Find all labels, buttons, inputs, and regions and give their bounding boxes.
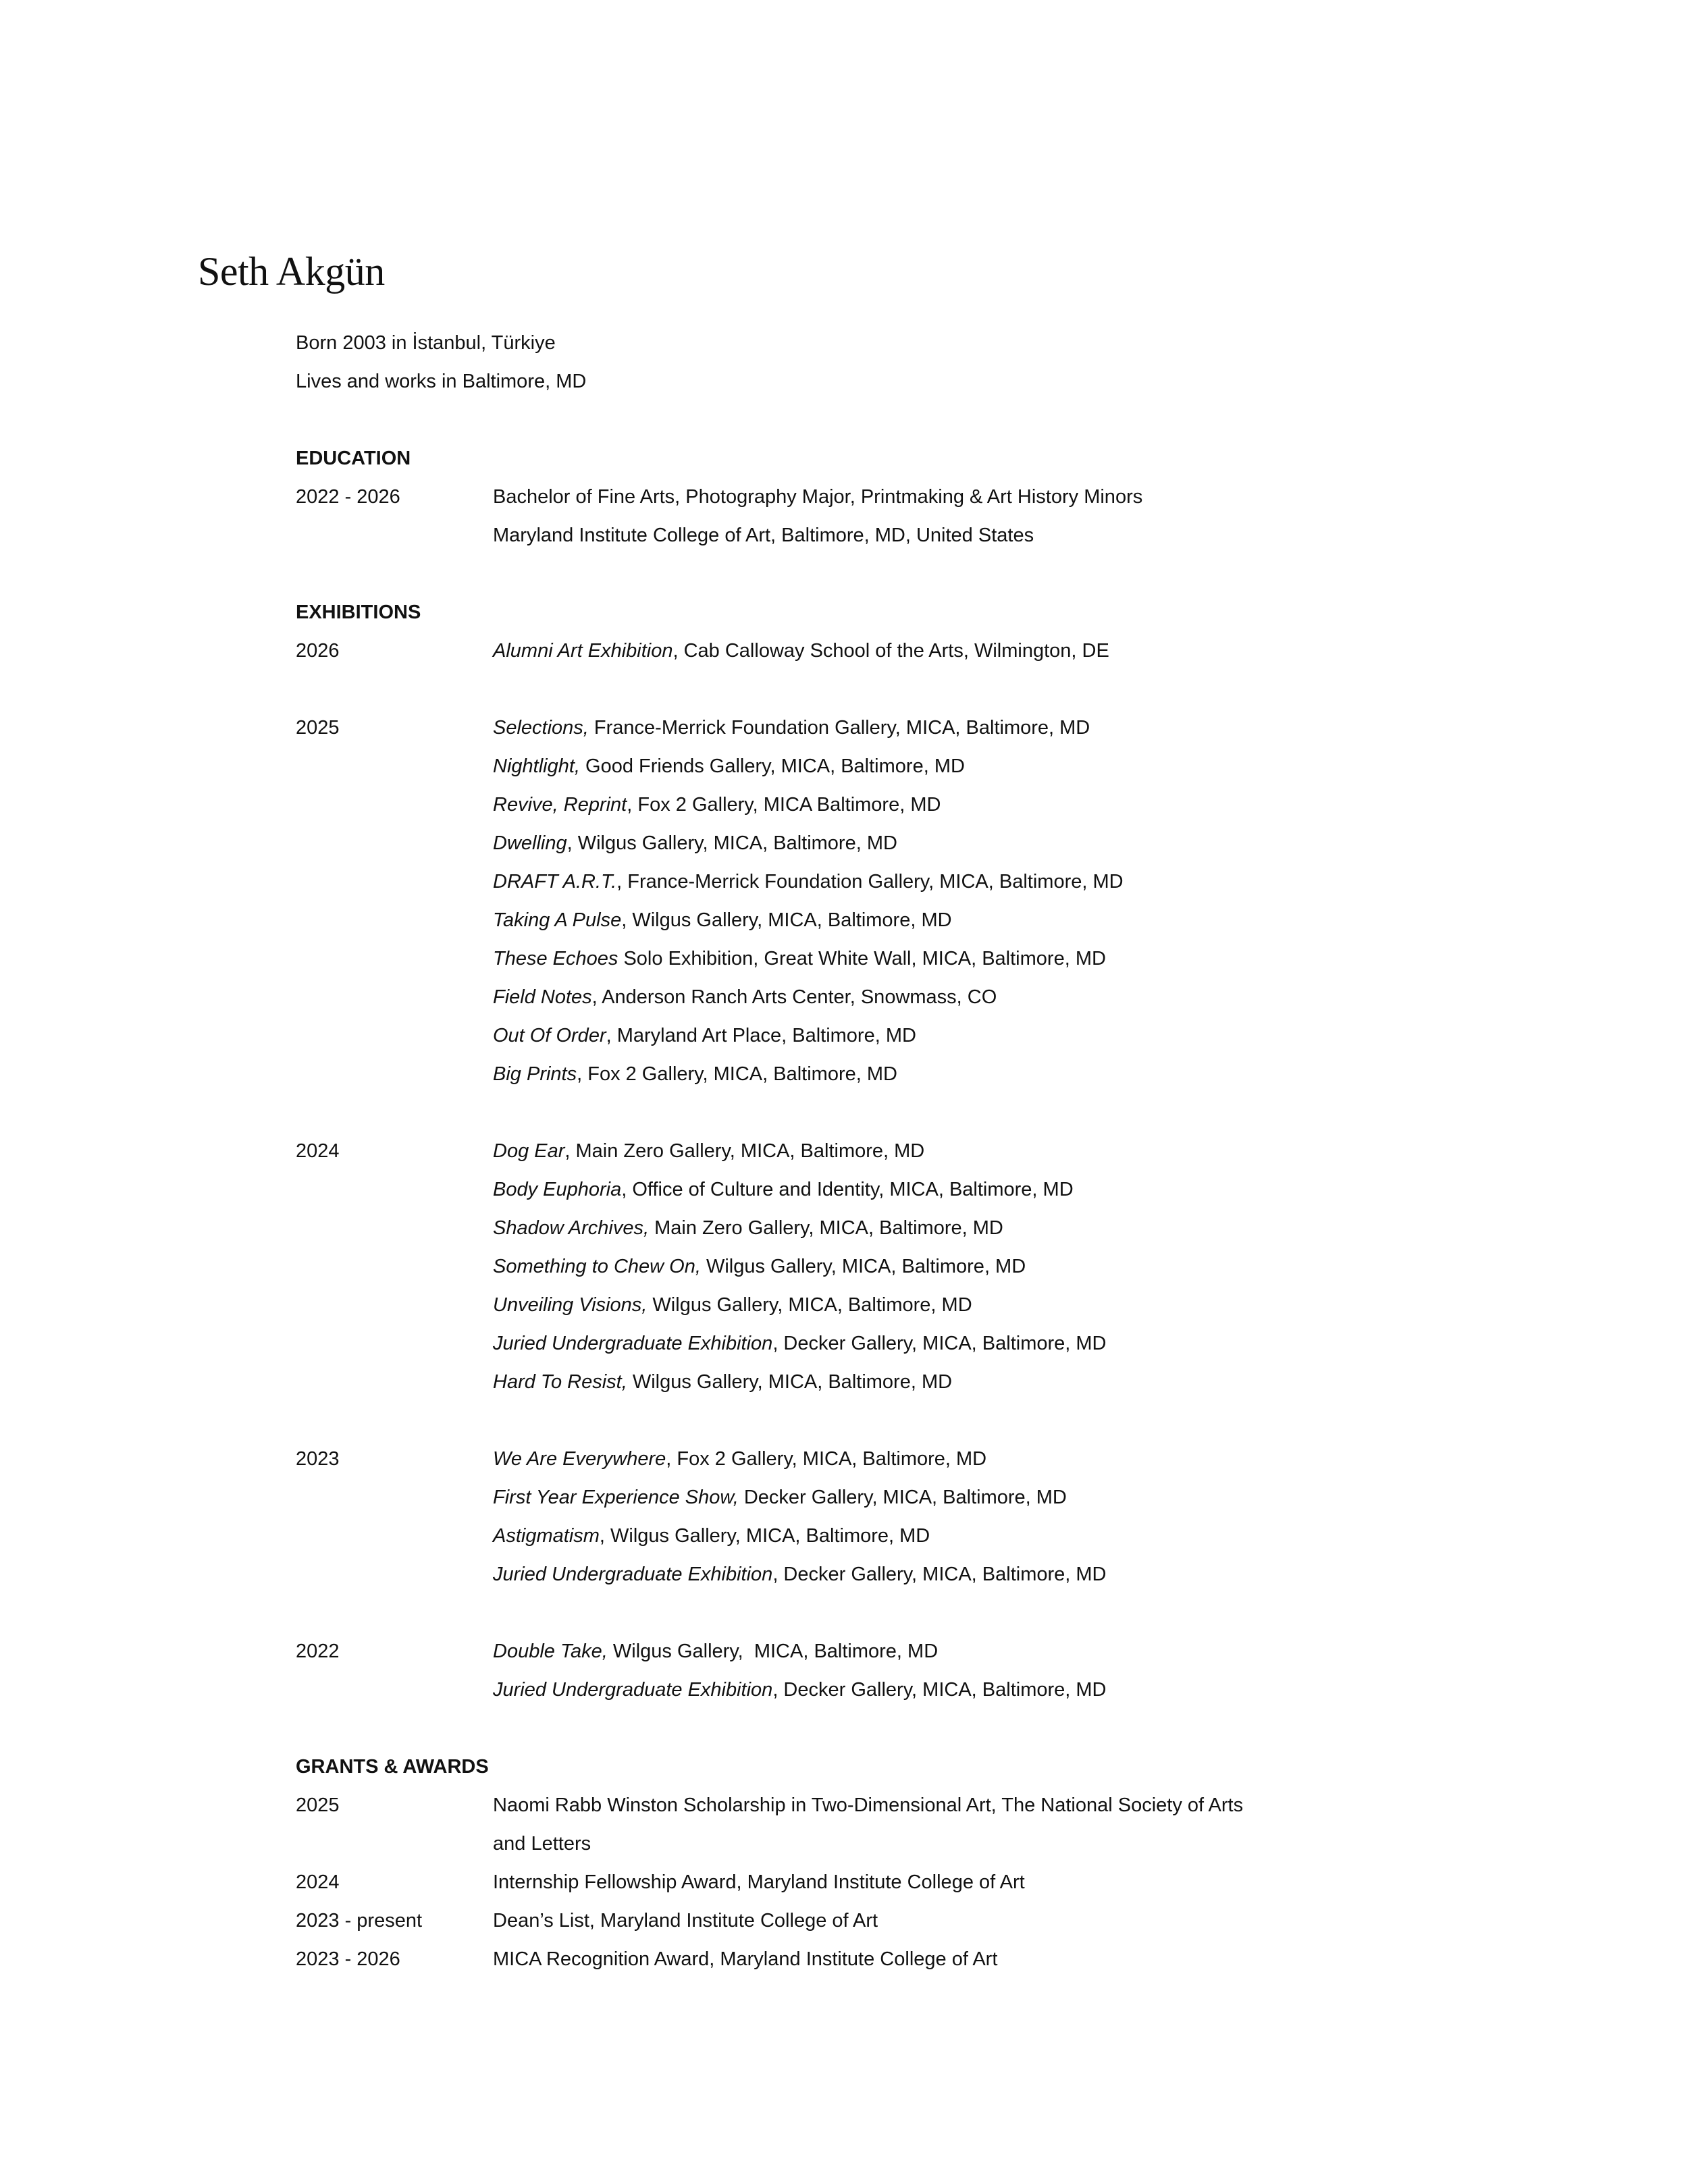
exhibition-year-group bbox=[296, 1632, 1579, 1709]
exhibition-venue: , Wilgus Gallery, MICA, Baltimore, MD bbox=[599, 1525, 930, 1547]
exhibition-title: Double Take, bbox=[493, 1641, 608, 1662]
grant-description bbox=[493, 1940, 1579, 1979]
spacer bbox=[296, 1402, 1579, 1440]
exhibition-item bbox=[493, 1132, 1579, 1171]
exhibition-title: Taking A Pulse bbox=[493, 909, 622, 931]
exhibition-items bbox=[493, 632, 1579, 670]
exhibition-title: Juried Undergraduate Exhibition bbox=[493, 1679, 773, 1701]
exhibition-item bbox=[493, 747, 1579, 786]
grant-years: 2023 - 2026 bbox=[296, 1948, 400, 1970]
grant-description bbox=[493, 1863, 1579, 1902]
exhibition-venue: Wilgus Gallery, MICA, Baltimore, MD bbox=[647, 1294, 972, 1316]
exhibition-venue: Solo Exhibition, Great White Wall, MICA, Baltimore, MD bbox=[618, 948, 1106, 969]
exhibition-title: DRAFT A.R.T. bbox=[493, 871, 617, 893]
exhibition-title: Out Of Order bbox=[493, 1025, 606, 1046]
exhibition-venue: , Anderson Ranch Arts Center, Snowmass, CO bbox=[591, 986, 997, 1008]
bio-lives: Lives and works in Baltimore, MD bbox=[296, 371, 587, 392]
exhibition-title: Dog Ear bbox=[493, 1140, 565, 1162]
exhibition-venue: , Fox 2 Gallery, MICA, Baltimore, MD bbox=[666, 1448, 987, 1470]
exhibition-year-group bbox=[296, 1132, 1579, 1402]
exhibition-title: Revive, Reprint bbox=[493, 794, 627, 816]
exhibition-venue: , Office of Culture and Identity, MICA, Baltimore, MD bbox=[621, 1179, 1074, 1200]
grant-years: 2025 bbox=[296, 1794, 340, 1816]
exhibition-venue: Wilgus Gallery, MICA, Baltimore, MD bbox=[607, 1641, 939, 1662]
exhibition-item bbox=[493, 709, 1579, 747]
exhibition-title: Juried Undergraduate Exhibition bbox=[493, 1333, 773, 1354]
grant-entry bbox=[296, 1940, 1579, 1979]
grant-years: 2023 - present bbox=[296, 1910, 423, 1932]
exhibition-year: 2025 bbox=[296, 717, 340, 739]
exhibition-item bbox=[493, 1517, 1579, 1555]
exhibition-title: Juried Undergraduate Exhibition bbox=[493, 1564, 773, 1585]
grant-entry bbox=[296, 1902, 1579, 1940]
exhibition-year: 2024 bbox=[296, 1140, 340, 1162]
exhibition-item bbox=[493, 786, 1579, 824]
education-degree: Bachelor of Fine Arts, Photography Major, Printmaking & Art History Minors bbox=[493, 486, 1143, 508]
exhibition-item bbox=[493, 1671, 1579, 1709]
spacer bbox=[296, 1594, 1579, 1632]
exhibition-title: First Year Experience Show, bbox=[493, 1487, 739, 1508]
exhibition-title: Field Notes bbox=[493, 986, 592, 1008]
exhibition-item bbox=[493, 1171, 1579, 1209]
exhibitions-list bbox=[296, 632, 1579, 1748]
exhibition-venue: , France-Merrick Foundation Gallery, MICA, Baltimore, MD bbox=[616, 871, 1124, 893]
exhibition-items bbox=[493, 1132, 1579, 1402]
exhibition-item bbox=[493, 1055, 1579, 1094]
exhibition-venue: Decker Gallery, MICA, Baltimore, MD bbox=[738, 1487, 1067, 1508]
grant-line: and Letters bbox=[493, 1833, 591, 1855]
exhibition-venue: Main Zero Gallery, MICA, Baltimore, MD bbox=[649, 1217, 1003, 1239]
artist-name: Seth Akgün bbox=[198, 249, 385, 294]
exhibition-title: Hard To Resist, bbox=[493, 1371, 627, 1393]
exhibition-item bbox=[493, 978, 1579, 1017]
exhibition-title: Big Prints bbox=[493, 1063, 577, 1085]
education-years: 2022 - 2026 bbox=[296, 486, 400, 508]
exhibition-item bbox=[493, 863, 1579, 901]
spacer bbox=[296, 670, 1579, 709]
exhibition-item bbox=[493, 940, 1579, 978]
exhibition-title: Astigmatism bbox=[493, 1525, 600, 1547]
exhibition-title: Body Euphoria bbox=[493, 1179, 622, 1200]
exhibition-item bbox=[493, 1479, 1579, 1517]
exhibition-year-group bbox=[296, 1440, 1579, 1594]
cv-content bbox=[296, 324, 1579, 1979]
exhibition-title: Shadow Archives, bbox=[493, 1217, 650, 1239]
spacer bbox=[296, 1094, 1579, 1132]
exhibition-item bbox=[493, 1286, 1579, 1325]
grants-heading: GRANTS & AWARDS bbox=[296, 1756, 489, 1778]
grant-description bbox=[493, 1786, 1579, 1863]
bio-born: Born 2003 in İstanbul, Türkiye bbox=[296, 332, 556, 354]
exhibition-title: Something to Chew On, bbox=[493, 1256, 701, 1277]
grant-line: Naomi Rabb Winston Scholarship in Two-Dimensional Art, The National Society of Arts bbox=[493, 1794, 1244, 1816]
exhibition-item bbox=[493, 1555, 1579, 1594]
exhibition-venue: , Fox 2 Gallery, MICA Baltimore, MD bbox=[627, 794, 941, 816]
exhibition-title: Nightlight, bbox=[493, 755, 580, 777]
exhibition-item bbox=[493, 1325, 1579, 1363]
exhibitions-heading: EXHIBITIONS bbox=[296, 602, 421, 623]
exhibition-item bbox=[493, 901, 1579, 940]
exhibition-venue: , Decker Gallery, MICA, Baltimore, MD bbox=[772, 1679, 1107, 1701]
exhibition-year: 2022 bbox=[296, 1641, 340, 1662]
exhibition-venue: , Wilgus Gallery, MICA, Baltimore, MD bbox=[621, 909, 952, 931]
exhibition-item bbox=[493, 1632, 1579, 1671]
spacer bbox=[296, 1709, 1579, 1748]
exhibition-item bbox=[493, 632, 1579, 670]
exhibition-venue: France-Merrick Foundation Gallery, MICA, Baltimore, MD bbox=[588, 717, 1090, 739]
grant-entry bbox=[296, 1863, 1579, 1902]
exhibition-items bbox=[493, 709, 1579, 1094]
exhibition-venue: , Fox 2 Gallery, MICA, Baltimore, MD bbox=[577, 1063, 897, 1085]
exhibition-year: 2026 bbox=[296, 640, 340, 662]
exhibition-venue: Wilgus Gallery, MICA, Baltimore, MD bbox=[627, 1371, 953, 1393]
grant-line: Dean’s List, Maryland Institute College of Art bbox=[493, 1910, 878, 1932]
exhibition-item bbox=[493, 1248, 1579, 1286]
grants-list bbox=[296, 1786, 1579, 1979]
exhibition-title: Unveiling Visions, bbox=[493, 1294, 648, 1316]
exhibition-title: Dwelling bbox=[493, 832, 567, 854]
education-entry bbox=[296, 478, 1579, 555]
exhibition-title: We Are Everywhere bbox=[493, 1448, 666, 1470]
exhibition-venue: , Cab Calloway School of the Arts, Wilmington, DE bbox=[672, 640, 1109, 662]
exhibition-year: 2023 bbox=[296, 1448, 340, 1470]
exhibition-title: Selections, bbox=[493, 717, 589, 739]
exhibition-venue: , Maryland Art Place, Baltimore, MD bbox=[606, 1025, 916, 1046]
grant-line: Internship Fellowship Award, Maryland Institute College of Art bbox=[493, 1871, 1025, 1893]
grant-entry bbox=[296, 1786, 1579, 1863]
exhibition-item bbox=[493, 824, 1579, 863]
exhibition-venue: , Decker Gallery, MICA, Baltimore, MD bbox=[772, 1333, 1107, 1354]
grant-years: 2024 bbox=[296, 1871, 340, 1893]
exhibition-items bbox=[493, 1440, 1579, 1594]
exhibition-title: Alumni Art Exhibition bbox=[493, 640, 673, 662]
exhibition-item bbox=[493, 1440, 1579, 1479]
education-institution: Maryland Institute College of Art, Baltimore, MD, United States bbox=[493, 525, 1034, 546]
exhibition-item bbox=[493, 1209, 1579, 1248]
exhibition-year-group bbox=[296, 709, 1579, 1094]
grant-line: MICA Recognition Award, Maryland Institute College of Art bbox=[493, 1948, 998, 1970]
education-heading: EDUCATION bbox=[296, 448, 411, 469]
exhibition-venue: , Main Zero Gallery, MICA, Baltimore, MD bbox=[564, 1140, 925, 1162]
exhibition-venue: Wilgus Gallery, MICA, Baltimore, MD bbox=[700, 1256, 1026, 1277]
exhibition-venue: Good Friends Gallery, MICA, Baltimore, MD bbox=[579, 755, 965, 777]
exhibition-item bbox=[493, 1017, 1579, 1055]
exhibition-venue: , Decker Gallery, MICA, Baltimore, MD bbox=[772, 1564, 1107, 1585]
exhibition-year-group bbox=[296, 632, 1579, 670]
exhibition-item bbox=[493, 1363, 1579, 1402]
exhibition-items bbox=[493, 1632, 1579, 1709]
exhibition-venue: , Wilgus Gallery, MICA, Baltimore, MD bbox=[566, 832, 897, 854]
grant-description bbox=[493, 1902, 1579, 1940]
exhibition-title: These Echoes bbox=[493, 948, 618, 969]
